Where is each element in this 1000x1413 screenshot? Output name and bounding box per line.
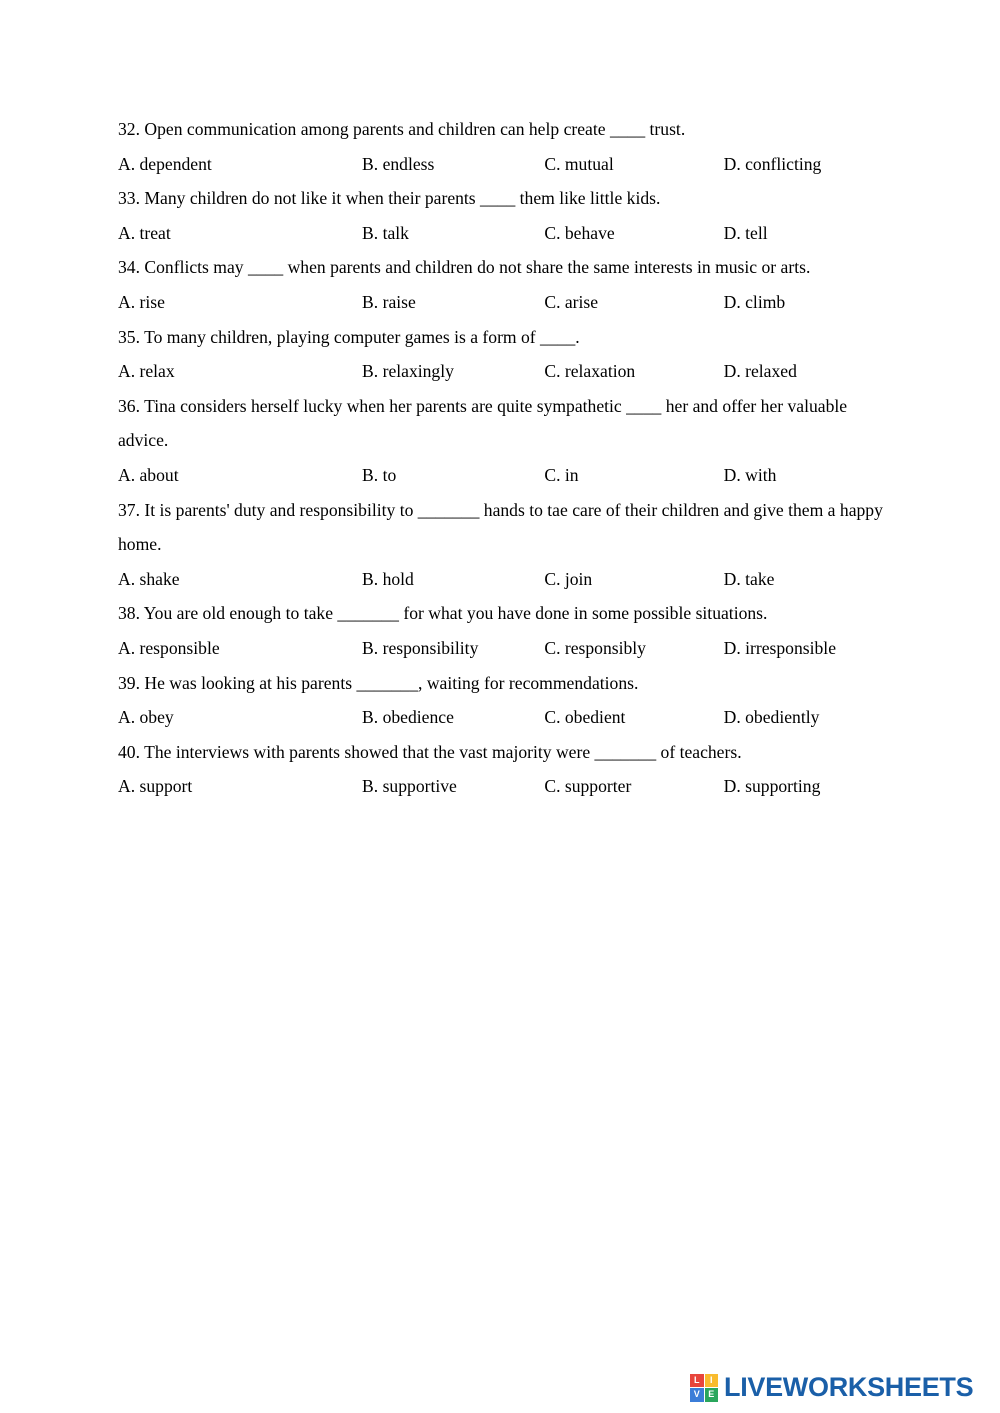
option-c[interactable]: C. relaxation — [544, 361, 636, 382]
option-d[interactable]: D. conflicting — [723, 153, 822, 174]
question-text: 34. Conflicts may ____ when parents and children do not share the same interests in music or arts. — [118, 257, 811, 278]
option-d[interactable]: D. supporting — [723, 776, 821, 797]
option-c[interactable]: C. responsibly — [544, 637, 646, 658]
question-text: 38. You are old enough to take _______ for what you have done in some possible situations. — [118, 603, 768, 624]
option-b[interactable]: B. relaxingly — [362, 361, 454, 382]
option-a[interactable]: A. support — [118, 776, 193, 797]
option-c[interactable]: C. obedient — [544, 707, 626, 728]
option-b[interactable]: B. talk — [362, 222, 409, 243]
question-text: 35. To many children, playing computer games is a form of ____. — [118, 326, 580, 347]
options-row — [118, 285, 883, 320]
question-text: 36. Tina considers herself lucky when her parents are quite sympathetic ____ her and offer her valuable advice. — [118, 395, 848, 451]
option-c[interactable]: C. join — [544, 568, 593, 589]
question-text: 32. Open communication among parents and children can help create ____ trust. — [118, 119, 686, 139]
option-a[interactable]: A. obey — [118, 707, 174, 728]
option-b[interactable]: B. raise — [362, 291, 416, 312]
option-b[interactable]: B. supportive — [362, 776, 457, 797]
option-d[interactable]: D. take — [723, 568, 775, 589]
options-row — [118, 354, 883, 389]
option-a[interactable]: A. rise — [118, 291, 165, 312]
option-d[interactable]: D. climb — [723, 291, 786, 312]
options-row — [118, 769, 883, 804]
option-a[interactable]: A. responsible — [118, 637, 220, 658]
option-b[interactable]: B. responsibility — [362, 637, 479, 658]
options-row — [118, 458, 883, 493]
option-d[interactable]: D. relaxed — [723, 361, 797, 382]
option-d[interactable]: D. obediently — [723, 707, 820, 728]
logo-cell-i: I — [705, 1374, 719, 1388]
options-row — [118, 147, 883, 182]
options-row — [118, 562, 883, 597]
liveworksheets-logo-text: LIVEWORKSHEETS — [724, 1372, 974, 1402]
question-text: 40. The interviews with parents showed that the vast majority were _______ of teachers. — [118, 741, 742, 762]
option-c[interactable]: C. supporter — [544, 776, 632, 797]
options-row — [118, 216, 883, 251]
option-a[interactable]: A. dependent — [118, 153, 212, 174]
option-a[interactable]: A. relax — [118, 361, 175, 382]
option-a[interactable]: A. about — [118, 464, 179, 485]
logo-cell-l: L — [690, 1374, 704, 1388]
options-row — [118, 700, 883, 735]
option-d[interactable]: D. irresponsible — [723, 637, 837, 658]
option-b[interactable]: B. obedience — [362, 707, 454, 728]
question-text: 39. He was looking at his parents _______, waiting for recommendations. — [118, 672, 639, 693]
question-text: 37. It is parents' duty and responsibility to _______ hands to tae care of their children and give them a happy home. — [118, 499, 883, 555]
option-d[interactable]: D. tell — [723, 222, 768, 243]
option-b[interactable]: B. hold — [362, 568, 414, 589]
option-d[interactable]: D. with — [723, 464, 777, 485]
questions-container — [118, 112, 883, 804]
question-text: 33. Many children do not like it when their parents ____ them like little kids. — [118, 188, 661, 209]
option-a[interactable]: A. treat — [118, 222, 171, 243]
option-c[interactable]: C. arise — [544, 291, 599, 312]
liveworksheets-logo-icon — [690, 1374, 718, 1402]
option-b[interactable]: B. endless — [362, 153, 435, 174]
option-b[interactable]: B. to — [362, 464, 397, 485]
option-a[interactable]: A. shake — [118, 568, 180, 589]
logo-cell-e: E — [705, 1388, 719, 1402]
option-c[interactable]: C. mutual — [544, 153, 614, 174]
liveworksheets-logo[interactable] — [690, 1372, 973, 1403]
option-c[interactable]: C. in — [544, 464, 579, 485]
options-row — [118, 631, 883, 666]
logo-cell-v: V — [690, 1388, 704, 1402]
option-c[interactable]: C. behave — [544, 222, 615, 243]
